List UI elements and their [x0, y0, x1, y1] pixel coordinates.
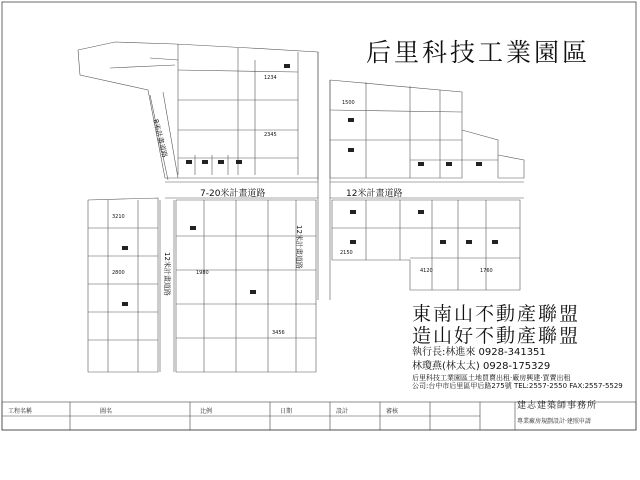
lot-label: 2345 — [264, 132, 277, 138]
upper-left-block — [78, 42, 318, 180]
map-title: 后里科技工業園區 — [366, 38, 591, 67]
road-label-diagonal: 8米計畫道路 — [151, 118, 169, 159]
agency-contact-2: 林瓊燕(林太太) 0928-175329 — [412, 361, 551, 372]
road-label-horizontal-right: 12米計畫道路 — [346, 189, 403, 199]
lot-label: 3456 — [272, 330, 285, 336]
tb-project-label: 工程名稱 — [8, 408, 33, 415]
tb-scale-label: 比例 — [200, 408, 213, 415]
lot-label: 1760 — [480, 268, 493, 274]
firm-name: 建志建築師事務所 — [517, 401, 598, 411]
agency-name-1: 東南山不動產聯盟 — [412, 303, 581, 325]
tb-date-label: 日期 — [280, 408, 293, 415]
lot-label: 4120 — [420, 268, 433, 274]
tb-check-label: 審核 — [386, 408, 399, 415]
agency-name-2: 造山好不動產聯盟 — [412, 325, 581, 347]
agency-contact-1: 執行長:林進來 0928-341351 — [412, 347, 546, 358]
agency-note-2: 公司:台中市后里區甲后路275號 TEL:2557-2550 FAX:2557-5529 — [412, 382, 623, 390]
lot-label: 1980 — [196, 270, 209, 276]
upper-right-block — [330, 80, 524, 178]
road-label-vertical-left: 12米計畫道路 — [163, 252, 171, 296]
firm-subtitle: 專業廠房規劃設計‧建照申請 — [517, 418, 591, 425]
lower-right-block — [332, 200, 520, 290]
lot-label: 1234 — [264, 75, 277, 81]
agency-note-1: 后里科技工業園區土地買賣出租‧廠房興建‧買賣出租 — [412, 374, 571, 382]
lot-label: 3210 — [112, 214, 125, 220]
lot-label: 1500 — [342, 100, 355, 106]
road-label-horizontal-left: 7-20米計畫道路 — [200, 189, 266, 199]
road-label-vertical-center: 12米計畫道路 — [295, 225, 303, 269]
tb-design-label: 設計 — [336, 408, 349, 415]
tb-drawing-label: 圖名 — [100, 408, 113, 415]
lot-label: 2800 — [112, 270, 125, 276]
lot-label: 2150 — [340, 250, 353, 256]
lower-left-block — [88, 198, 158, 372]
